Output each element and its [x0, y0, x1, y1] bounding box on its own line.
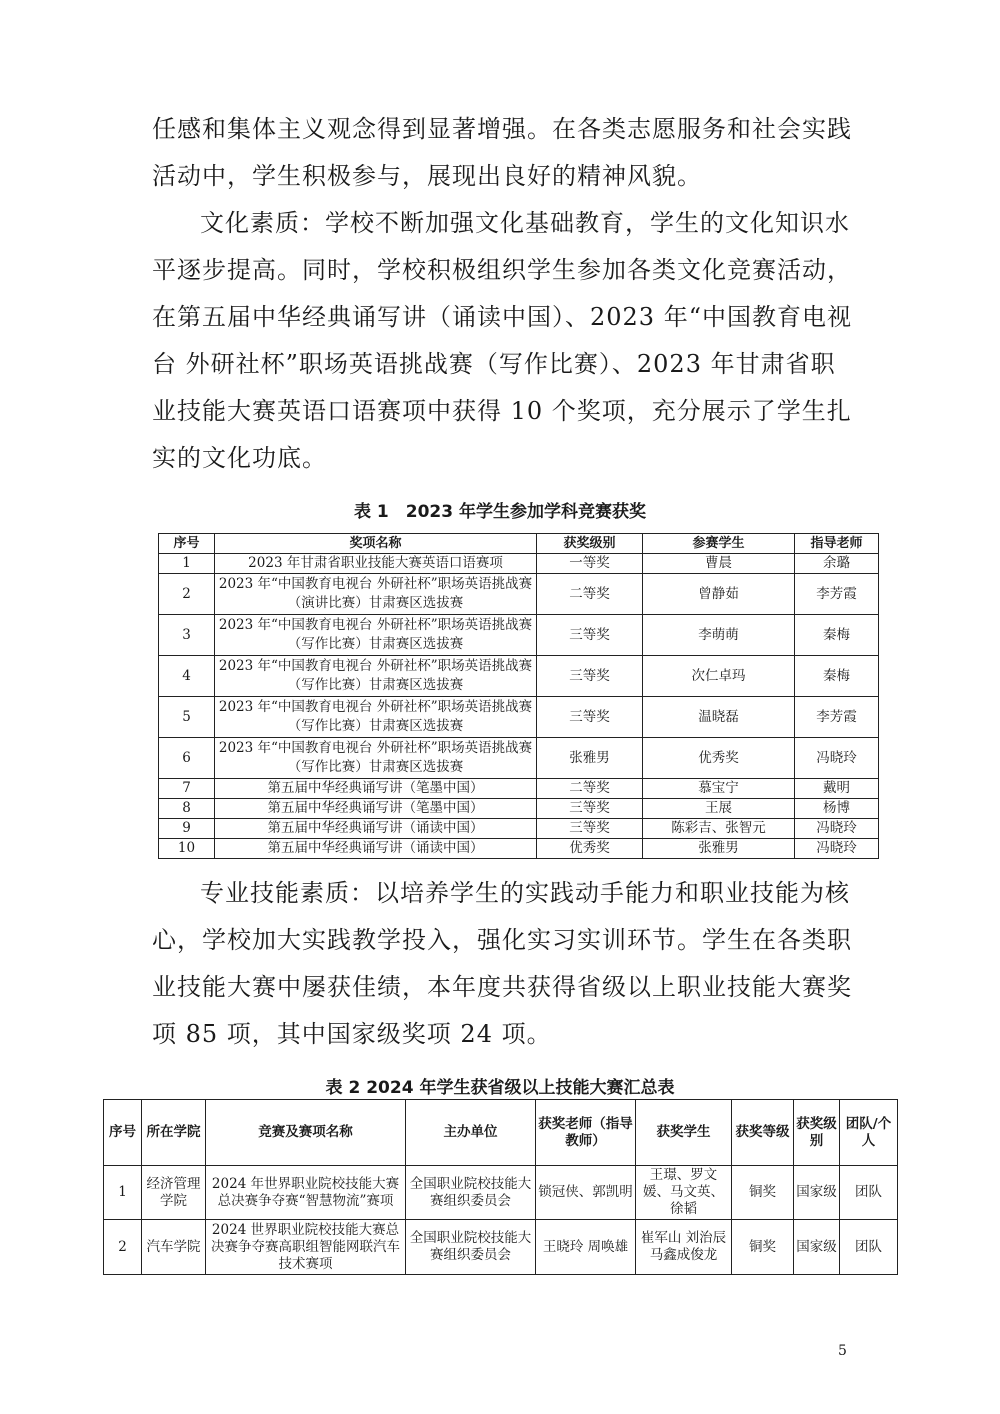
table1-caption: 表 1 2023 年学生参加学科竞赛获奖	[354, 502, 646, 522]
header-award-level: 获奖级别	[537, 534, 643, 554]
header-no: 序号	[159, 534, 215, 554]
table-row: 2 汽车学院 2024 世界职业院校技能大赛总决赛争夺赛高职组智能网联汽车技术赛项 全国职业院校技能大赛组织委员会 王晓玲 周唤雄 崔军山 刘治辰 马鑫成俊龙 铜奖 国家级 团队	[104, 1220, 898, 1275]
table-row: 1 2023 年甘肃省职业技能大赛英语口语赛项 一等奖 曹晨 余璐	[159, 554, 879, 574]
table2-header-row	[104, 1100, 898, 1166]
table-row: 2 2023 年“中国教育电视台 外研社杯”职场英语挑战赛（演讲比赛）甘肃赛区选拔赛 二等奖 曾静茹 李芳霞	[159, 574, 879, 615]
header-competition-name: 竞赛及赛项名称	[206, 1100, 406, 1166]
table-row: 4 2023 年“中国教育电视台 外研社杯”职场英语挑战赛（写作比赛）甘肃赛区选拔赛 三等奖 次仁卓玛 秦梅	[159, 656, 879, 697]
header-award-name: 奖项名称	[215, 534, 537, 554]
header-no: 序号	[104, 1100, 142, 1166]
table1-header-row	[159, 534, 879, 554]
header-college: 所在学院	[142, 1100, 206, 1166]
paragraph-civic: 任感和集体主义观念得到显著增强。在各类志愿服务和社会实践 活动中，学生积极参与，展现出良好的精神风貌。	[152, 115, 852, 190]
header-grade: 获奖等级	[732, 1100, 794, 1166]
table2-skills-competition-summary	[103, 1099, 898, 1275]
page-number: 5	[838, 1343, 847, 1359]
header-team-individual: 团队/个人	[840, 1100, 898, 1166]
table-row: 8 第五届中华经典诵写讲（笔墨中国） 三等奖 王展 杨博	[159, 799, 879, 819]
table-row: 9 第五届中华经典诵写讲（诵读中国） 三等奖 陈彩吉、张智元 冯晓玲	[159, 819, 879, 839]
header-level: 获奖级别	[794, 1100, 840, 1166]
header-host: 主办单位	[406, 1100, 536, 1166]
table-row: 3 2023 年“中国教育电视台 外研社杯”职场英语挑战赛（写作比赛）甘肃赛区选拔赛 三等奖 李萌萌 秦梅	[159, 615, 879, 656]
table-row: 6 2023 年“中国教育电视台 外研社杯”职场英语挑战赛（写作比赛）甘肃赛区选拔赛 张雅男 优秀奖 冯晓玲	[159, 738, 879, 779]
header-student: 参赛学生	[643, 534, 795, 554]
header-students: 获奖学生	[636, 1100, 732, 1166]
header-teacher: 指导老师	[795, 534, 879, 554]
header-teacher: 获奖老师（指导教师）	[536, 1100, 636, 1166]
table2-caption: 表 2 2024 年学生获省级以上技能大赛汇总表	[325, 1078, 675, 1098]
table-row: 10 第五届中华经典诵写讲（诵读中国） 优秀奖 张雅男 冯晓玲	[159, 839, 879, 859]
table-row: 1 经济管理学院 2024 年世界职业院校技能大赛总决赛争夺赛“智慧物流”赛项 全国职业院校技能大赛组织委员会 锁冠侠、郭凯明 王璟、罗文媛、马文英、徐韬 铜奖 国家级 团队	[104, 1166, 898, 1220]
table1-competition-awards	[158, 533, 879, 859]
table-row: 5 2023 年“中国教育电视台 外研社杯”职场英语挑战赛（写作比赛）甘肃赛区选拔赛 三等奖 温晓磊 李芳霞	[159, 697, 879, 738]
table-row: 7 第五届中华经典诵写讲（笔墨中国） 二等奖 慕宝宁 戴明	[159, 779, 879, 799]
paragraph-culture: 文化素质：学校不断加强文化基础教育，学生的文化知识水 平逐步提高。同时，学校积极组织学生参加各类文化竞赛活动， 在第五届中华经典诵写讲（诵读中国）、2023 年“中国教育电视 台 外研社杯”职场英语挑战赛（写作比赛）、2023 年甘肃省职 业技能大赛英语口语赛项中获得 10 个奖项，充分展示了学生扎 实的文化功底。	[152, 209, 852, 472]
paragraph-professional-skills: 专业技能素质：以培养学生的实践动手能力和职业技能为核 心，学校加大实践教学投入，强化实习实训环节。学生在各类职 业技能大赛中屡获佳绩，本年度共获得省级以上职业技能大赛奖 项 85 项，其中国家级奖项 24 项。	[152, 879, 852, 1048]
